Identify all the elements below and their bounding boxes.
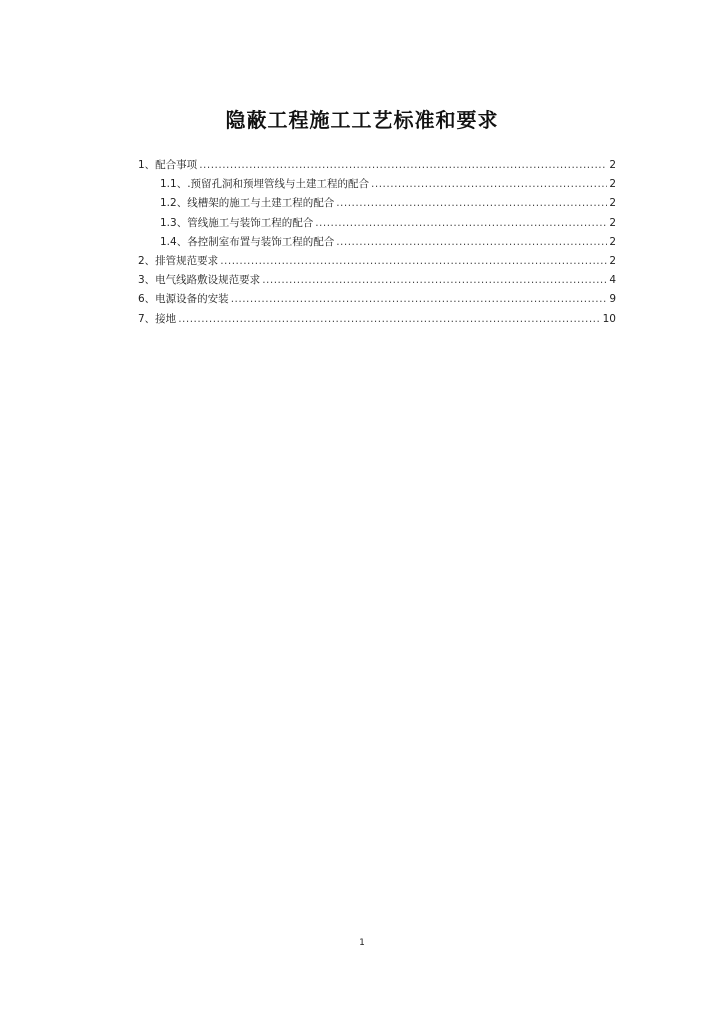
toc-entry-page: 4	[609, 274, 616, 287]
toc-entry-text: 1.3、管线施工与装饰工程的配合	[160, 216, 314, 229]
page-number: 1	[359, 938, 365, 948]
toc-dot-leader	[315, 214, 607, 233]
toc-entry-1-1[interactable]	[138, 175, 616, 194]
document-title: 隐蔽工程施工工艺标准和要求	[225, 108, 499, 132]
toc-entry-text: 1.4、各控制室布置与装饰工程的配合	[160, 235, 335, 248]
toc-dot-leader	[231, 290, 608, 309]
toc-entry-text: 7、接地	[138, 312, 177, 325]
toc-dot-leader	[336, 233, 607, 252]
toc-entry-1-2[interactable]	[138, 194, 616, 213]
toc-entry-page: 10	[602, 312, 616, 325]
toc-entry-6[interactable]	[138, 290, 616, 309]
toc-entry-page: 2	[609, 159, 616, 171]
toc-dot-leader	[336, 194, 607, 213]
toc-entry-7[interactable]	[138, 310, 616, 329]
toc-entry-text: 6、电源设备的安装	[138, 293, 229, 306]
toc-entry-text: 1.2、线槽架的施工与土建工程的配合	[160, 197, 335, 210]
toc-entry-page: 2	[609, 216, 616, 229]
toc-dot-leader	[178, 310, 600, 329]
toc-entry-1-3[interactable]	[138, 214, 616, 233]
toc-entry-page: 2	[609, 178, 616, 191]
toc-dot-leader	[262, 271, 607, 290]
toc-entry-3[interactable]	[138, 271, 616, 290]
toc-entry-text: 1、配合事项	[138, 159, 198, 171]
toc-dot-leader	[199, 156, 607, 175]
toc-entry-page: 9	[609, 293, 616, 306]
toc-dot-leader	[371, 175, 607, 194]
table-of-contents	[138, 156, 616, 329]
toc-entry-text: 2、排管规范要求	[138, 254, 219, 267]
toc-entry-text: 1.1、.预留孔洞和预埋管线与土建工程的配合	[160, 178, 370, 191]
toc-entry-page: 2	[609, 254, 616, 267]
toc-entry-text: 3、电气线路敷设规范要求	[138, 274, 261, 287]
toc-entry-2[interactable]	[138, 252, 616, 271]
toc-dot-leader	[220, 252, 607, 271]
toc-entry-1-4[interactable]	[138, 233, 616, 252]
toc-entry-page: 2	[609, 235, 616, 248]
toc-entry-1[interactable]	[138, 156, 616, 175]
toc-entry-page: 2	[609, 197, 616, 210]
